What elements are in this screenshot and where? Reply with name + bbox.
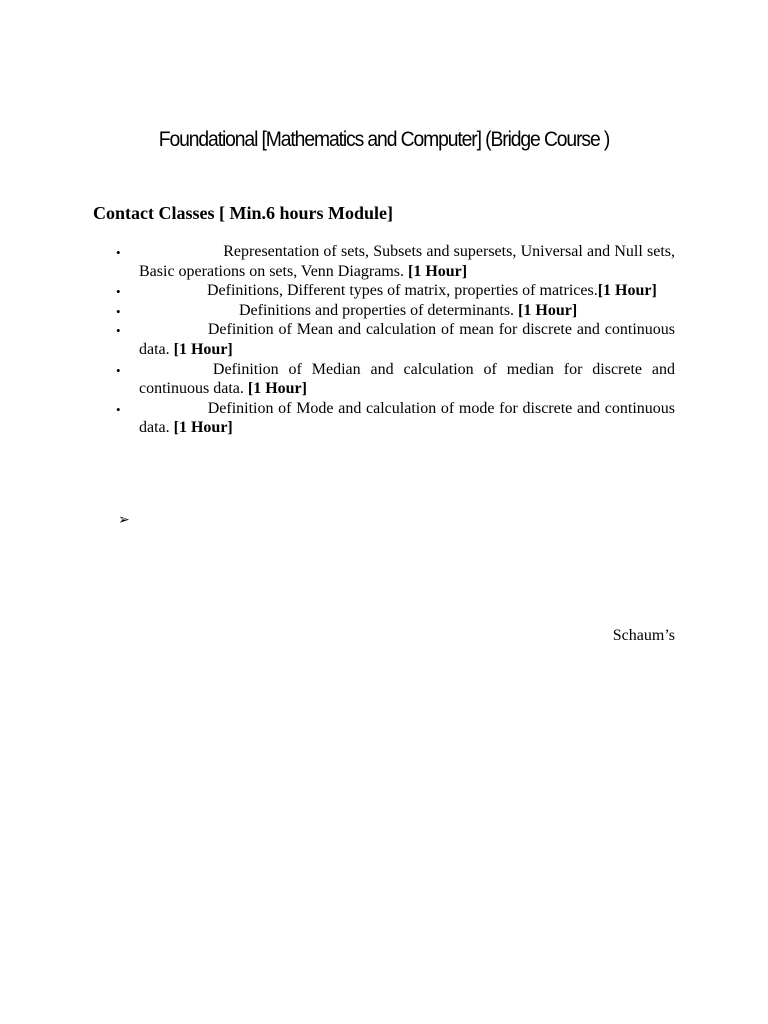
topic-text: Definition of Mean and calculation of mean for discrete and continuous data. bbox=[139, 321, 676, 358]
document-title: Foundational [Mathematics and Computer] (Bridge Course ) bbox=[158, 128, 610, 151]
arrow-bullet-icon: ➢ bbox=[118, 512, 130, 528]
topic-text: Definitions and properties of determinants. bbox=[239, 301, 519, 319]
topic-text: Representation of sets, Subsets and supersets, Universal and Null sets, Basic operations on sets, Venn Diagrams. bbox=[139, 243, 676, 280]
list-item bbox=[0, 399, 675, 438]
topic-indent bbox=[139, 361, 213, 378]
list-item bbox=[0, 320, 675, 359]
topic-indent bbox=[139, 282, 207, 299]
topic-indent bbox=[139, 321, 208, 338]
topic-hour: [1 Hour] bbox=[597, 282, 657, 300]
list-item bbox=[0, 360, 675, 399]
bullet-icon: • bbox=[116, 401, 121, 417]
bullet-icon: • bbox=[116, 323, 121, 339]
bullet-icon: • bbox=[116, 245, 121, 260]
topic-hour: [1 Hour] bbox=[247, 380, 307, 398]
topic-hour: [1 Hour] bbox=[173, 340, 233, 358]
section-heading: Contact Classes [ Min.6 hours Module] bbox=[93, 203, 393, 223]
reference-text: Schaum’s bbox=[612, 627, 675, 644]
bullet-icon: • bbox=[116, 303, 121, 319]
topic-text: Definitions, Different types of matrix, properties of matrices. bbox=[207, 282, 598, 300]
topic-indent bbox=[139, 400, 208, 417]
topic-text: Definition of Mode and calculation of mode for discrete and continuous data. bbox=[139, 399, 676, 437]
list-item bbox=[0, 281, 675, 301]
topic-hour: [1 Hour] bbox=[408, 262, 468, 280]
topic-hour: [1 Hour] bbox=[518, 301, 578, 319]
bullet-icon: • bbox=[116, 284, 121, 300]
topic-indent bbox=[139, 302, 239, 319]
topic-list bbox=[0, 242, 768, 438]
list-item bbox=[0, 301, 675, 321]
topic-text: Definition of Median and calculation of median for discrete and continuous data. bbox=[139, 360, 676, 398]
topic-indent bbox=[139, 243, 223, 260]
list-item bbox=[0, 242, 675, 281]
topic-hour: [1 Hour] bbox=[173, 419, 233, 437]
bullet-icon: • bbox=[116, 362, 121, 378]
